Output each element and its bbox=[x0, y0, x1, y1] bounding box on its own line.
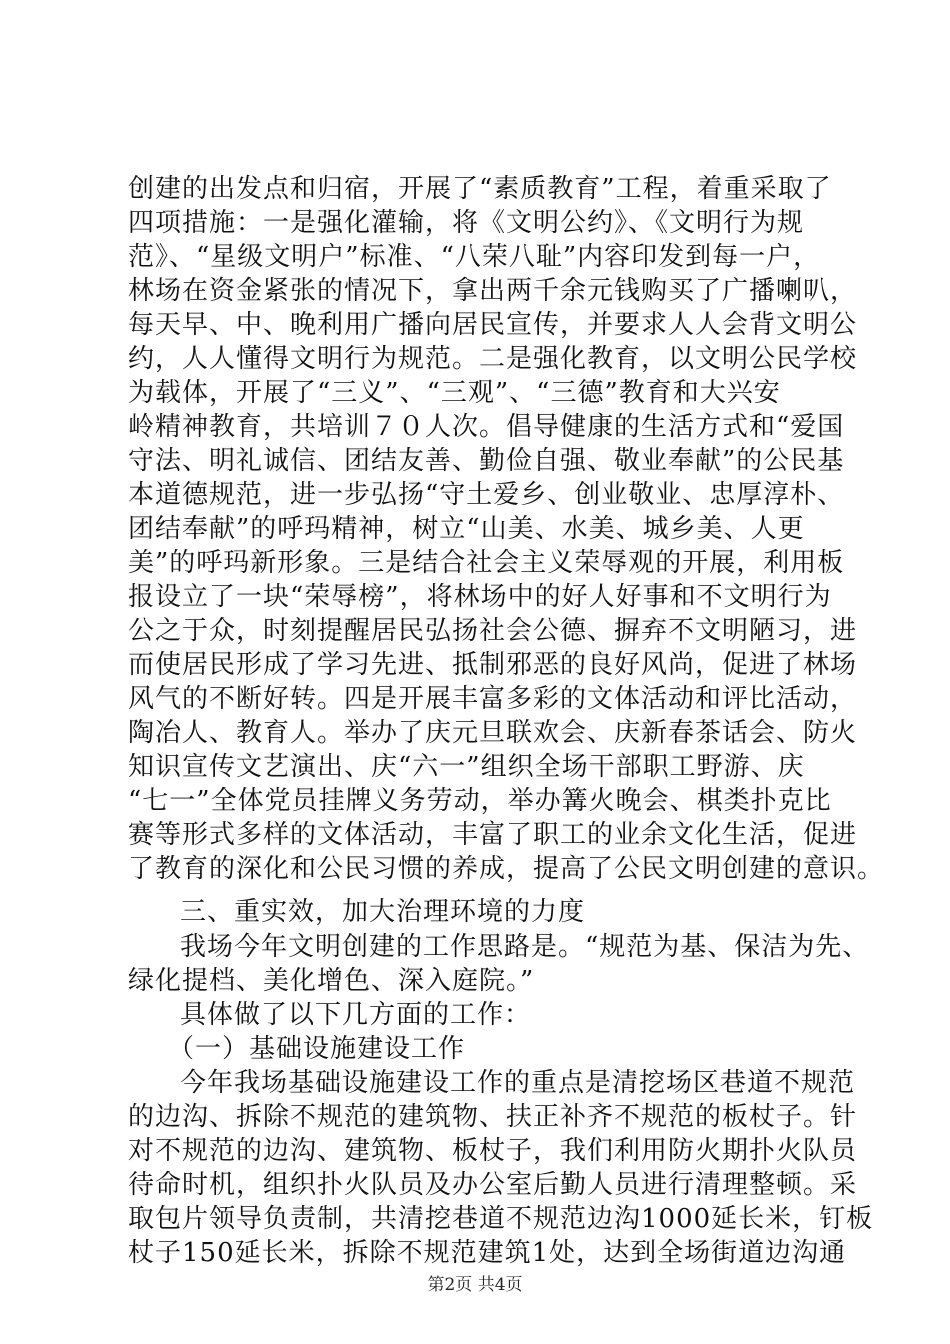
page-footer: 第2页 共4页 bbox=[427, 1275, 523, 1295]
paragraph-line: 而使居民形成了学习先进、抵制邪恶的良好风尚，促进了林场 bbox=[128, 650, 858, 680]
paragraph-line: 陶冶人、教育人。举办了庆元旦联欢会、庆新春茶话会、防火 bbox=[128, 718, 858, 748]
subsection-heading: （一）基础设施建设工作 bbox=[168, 1034, 466, 1064]
paragraph-line: 具体做了以下几方面的工作： bbox=[180, 1000, 532, 1030]
paragraph-line: 风气的不断好转。四是开展丰富多彩的文体活动和评比活动， bbox=[128, 684, 858, 714]
paragraph-line: 取包片领导负责制，共清挖巷道不规范边沟1000延长米，钉板 bbox=[128, 1204, 874, 1234]
paragraph-line: 本道德规范，进一步弘扬“守土爱乡、创业敬业、忠厚淳朴、 bbox=[128, 480, 845, 510]
paragraph-line: 杖子150延长米，拆除不规范建筑1处，达到全场街道边沟通 bbox=[128, 1238, 847, 1268]
paragraph-line: 守法、明礼诚信、团结友善、勤俭自强、敬业奉献”的公民基 bbox=[128, 446, 845, 476]
paragraph-line: “七一”全体党员挂牌义务劳动，举办篝火晚会、棋类扑克比 bbox=[128, 786, 832, 816]
paragraph-line: 创建的出发点和归宿，开展了“素质教育”工程，着重采取了 bbox=[128, 174, 832, 204]
paragraph-line: 约，人人懂得文明行为规范。二是强化教育，以文明公民学校 bbox=[128, 344, 858, 374]
paragraph-line: 每天早、中、晚利用广播向居民宣传，并要求人人会背文明公 bbox=[128, 310, 858, 340]
paragraph-line: 了教育的深化和公民习惯的养成，提高了公民文明创建的意识。 bbox=[128, 854, 885, 884]
paragraph-line: 对不规范的边沟、建筑物、板杖子，我们利用防火期扑火队员 bbox=[128, 1136, 858, 1166]
paragraph-line: 的边沟、拆除不规范的建筑物、扶正补齐不规范的板杖子。针 bbox=[128, 1102, 858, 1132]
paragraph-line: 岭精神教育，共培训７０人次。倡导健康的生活方式和“爱国 bbox=[128, 412, 845, 442]
paragraph-line: 为载体，开展了“三义”、“三观”、“三德”教育和大兴安 bbox=[128, 378, 781, 408]
paragraph-line: 四项措施：一是强化灌输，将《文明公约》、《文明行为规 bbox=[128, 208, 805, 238]
paragraph-line: 林场在资金紧张的情况下，拿出两千余元钱购买了广播喇叭， bbox=[128, 276, 858, 306]
paragraph-line: 范》、“星级文明户”标准、“八荣八耻”内容印发到每一户， bbox=[128, 242, 821, 272]
paragraph-line: 我场今年文明创建的工作思路是。“规范为基、保洁为先、 bbox=[180, 932, 870, 962]
paragraph-line: 绿化提档、美化增色、深入庭院。” bbox=[128, 966, 535, 996]
paragraph-line: 待命时机，组织扑火队员及办公室后勤人员进行清理整顿。采 bbox=[128, 1170, 858, 1200]
paragraph-line: 今年我场基础设施建设工作的重点是清挖场区巷道不规范 bbox=[180, 1068, 856, 1098]
paragraph-line: 公之于众，时刻提醒居民弘扬社会公德、摒弃不文明陋习，进 bbox=[128, 616, 858, 646]
paragraph-line: 赛等形式多样的文体活动，丰富了职工的业余文化生活，促进 bbox=[128, 820, 858, 850]
paragraph-line: 团结奉献”的呼玛精神，树立“山美、水美、城乡美、人更 bbox=[128, 514, 805, 544]
paragraph-line: 美”的呼玛新形象。三是结合社会主义荣辱观的开展，利用板 bbox=[128, 548, 845, 578]
section-heading: 三、重实效，加大治理环境的力度 bbox=[180, 897, 586, 927]
paragraph-line: 报设立了一块“荣辱榜”，将林场中的好人好事和不文明行为 bbox=[128, 582, 832, 612]
paragraph-line: 知识宣传文艺演出、庆“六一”组织全场干部职工野游、庆 bbox=[128, 752, 805, 782]
